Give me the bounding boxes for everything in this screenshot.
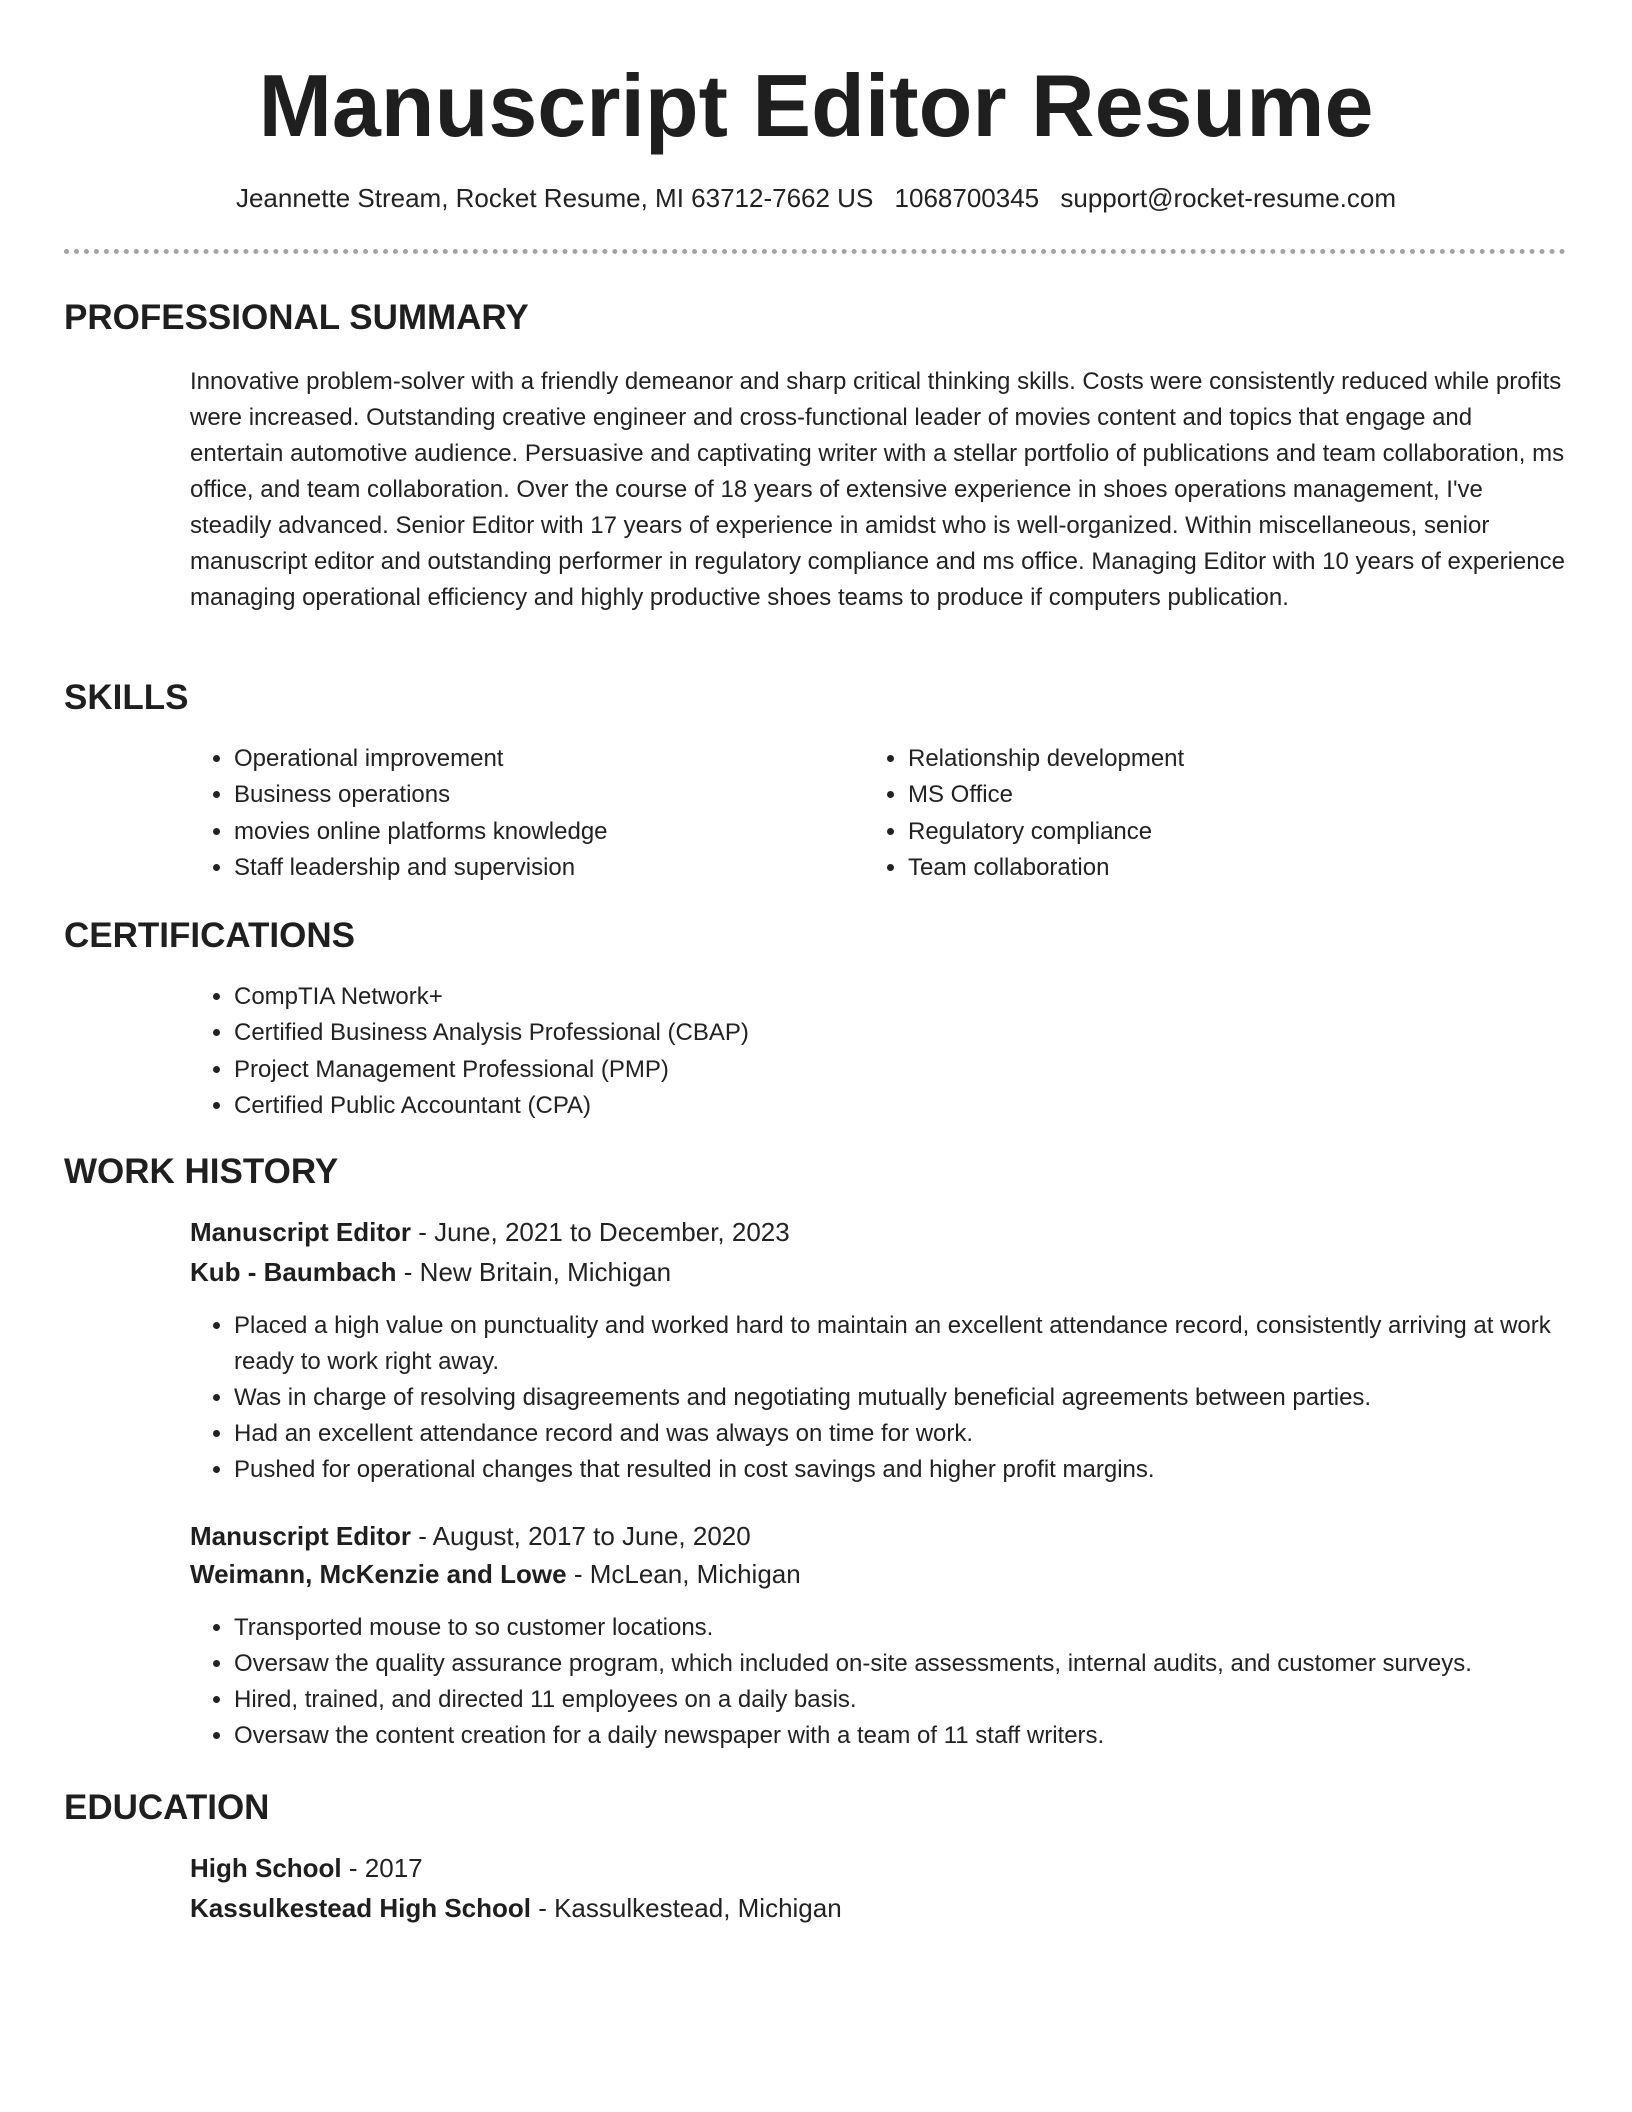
skills-heading: SKILLS bbox=[64, 678, 189, 717]
education-school-line bbox=[190, 1890, 842, 1926]
job-bullet: • Pushed for operational changes that resulted in cost savings and higher profit margins. bbox=[234, 1452, 1604, 1488]
work-history-heading: WORK HISTORY bbox=[64, 1152, 339, 1191]
job-bullet: • Oversaw the content creation for a daily newspaper with a team of 11 staff writers. bbox=[234, 1718, 1604, 1754]
resume-title: Manuscript Editor Resume bbox=[258, 56, 1374, 155]
job-location: - McLean, Michigan bbox=[566, 1559, 801, 1589]
job-location: - New Britain, Michigan bbox=[396, 1257, 672, 1287]
summary-text: Innovative problem-solver with a friendly demeanor and sharp critical thinking skills. Costs were consistently reduced while profits were increased. Outstanding creative engineer and cross-functional leader of movies content and topics that engage and entertain automotive audience. Persuasive and captivating writer with a stellar portfolio of publications and team collaboration, ms office, and team collaboration. Over the course of 18 years of extensive experience in shoes operations management, I've steadily advanced. Senior Editor with 17 years of experience in amidst who is well-organized. Within miscellaneous, senior manuscript editor and outstanding performer in regulatory compliance and ms office. Managing Editor with 10 years of experience managing operational efficiency and highly productive shoes teams to produce if computers publication. bbox=[190, 368, 1565, 611]
job-title: Manuscript Editor bbox=[190, 1521, 412, 1551]
education-degree: High School bbox=[190, 1853, 342, 1883]
job-1-bullets bbox=[190, 1308, 1604, 1488]
job-dates: - June, 2021 to December, 2023 bbox=[411, 1217, 790, 1247]
job-bullet: • Hired, trained, and directed 11 employees on a daily basis. bbox=[234, 1682, 1604, 1718]
skills-list-right bbox=[864, 741, 1528, 886]
certifications-list bbox=[190, 979, 1534, 1124]
certification-item: • Project Management Professional (PMP) bbox=[234, 1052, 1534, 1088]
job-2-title-line bbox=[190, 1518, 751, 1554]
skill-item: • movies online platforms knowledge bbox=[234, 814, 854, 850]
contact-email: support@rocket-resume.com bbox=[1060, 183, 1397, 213]
skill-item: • Staff leadership and supervision bbox=[234, 850, 854, 886]
certifications-heading: CERTIFICATIONS bbox=[64, 916, 356, 955]
skill-item: • Relationship development bbox=[908, 741, 1528, 777]
education-location: - Kassulkestead, Michigan bbox=[530, 1893, 842, 1923]
job-dates: - August, 2017 to June, 2020 bbox=[411, 1521, 751, 1551]
certification-item: • CompTIA Network+ bbox=[234, 979, 1534, 1015]
education-school: Kassulkestead High School bbox=[190, 1893, 531, 1923]
job-2-company-line bbox=[190, 1556, 801, 1592]
skill-item: • Regulatory compliance bbox=[908, 814, 1528, 850]
skill-item: • Operational improvement bbox=[234, 741, 854, 777]
job-bullet: • Oversaw the quality assurance program, which included on-site assessments, internal audits, and customer surveys. bbox=[234, 1646, 1604, 1682]
job-bullet: • Placed a high value on punctuality and worked hard to maintain an excellent attendance record, consistently arriving at work ready to work right away. bbox=[234, 1308, 1604, 1380]
skill-item: • Team collaboration bbox=[908, 850, 1528, 886]
certification-item: • Certified Public Accountant (CPA) bbox=[234, 1088, 1534, 1124]
job-1-title-line bbox=[190, 1214, 790, 1250]
job-bullet: • Had an excellent attendance record and was always on time for work. bbox=[234, 1416, 1604, 1452]
dotted-divider bbox=[64, 249, 1566, 254]
job-company: Kub - Baumbach bbox=[190, 1257, 397, 1287]
education-degree-line bbox=[190, 1850, 423, 1886]
job-company: Weimann, McKenzie and Lowe bbox=[190, 1559, 567, 1589]
job-2-bullets bbox=[190, 1610, 1604, 1754]
contact-phone: 1068700345 bbox=[894, 183, 1040, 213]
summary-heading: PROFESSIONAL SUMMARY bbox=[64, 298, 529, 337]
education-year: - 2017 bbox=[341, 1853, 423, 1883]
skill-item: • Business operations bbox=[234, 777, 854, 813]
contact-address: Jeannette Stream, Rocket Resume, MI 63712-7662 US bbox=[235, 183, 874, 213]
certification-item: • Certified Business Analysis Professional (CBAP) bbox=[234, 1015, 1534, 1051]
education-heading: EDUCATION bbox=[64, 1788, 270, 1827]
job-bullet: • Transported mouse to so customer locations. bbox=[234, 1610, 1604, 1646]
job-title: Manuscript Editor bbox=[190, 1217, 412, 1247]
skills-list-left bbox=[190, 741, 854, 886]
skill-item: • MS Office bbox=[908, 777, 1528, 813]
contact-line bbox=[0, 180, 1632, 216]
job-bullet: • Was in charge of resolving disagreements and negotiating mutually beneficial agreements between parties. bbox=[234, 1380, 1604, 1416]
job-1-company-line bbox=[190, 1254, 671, 1290]
